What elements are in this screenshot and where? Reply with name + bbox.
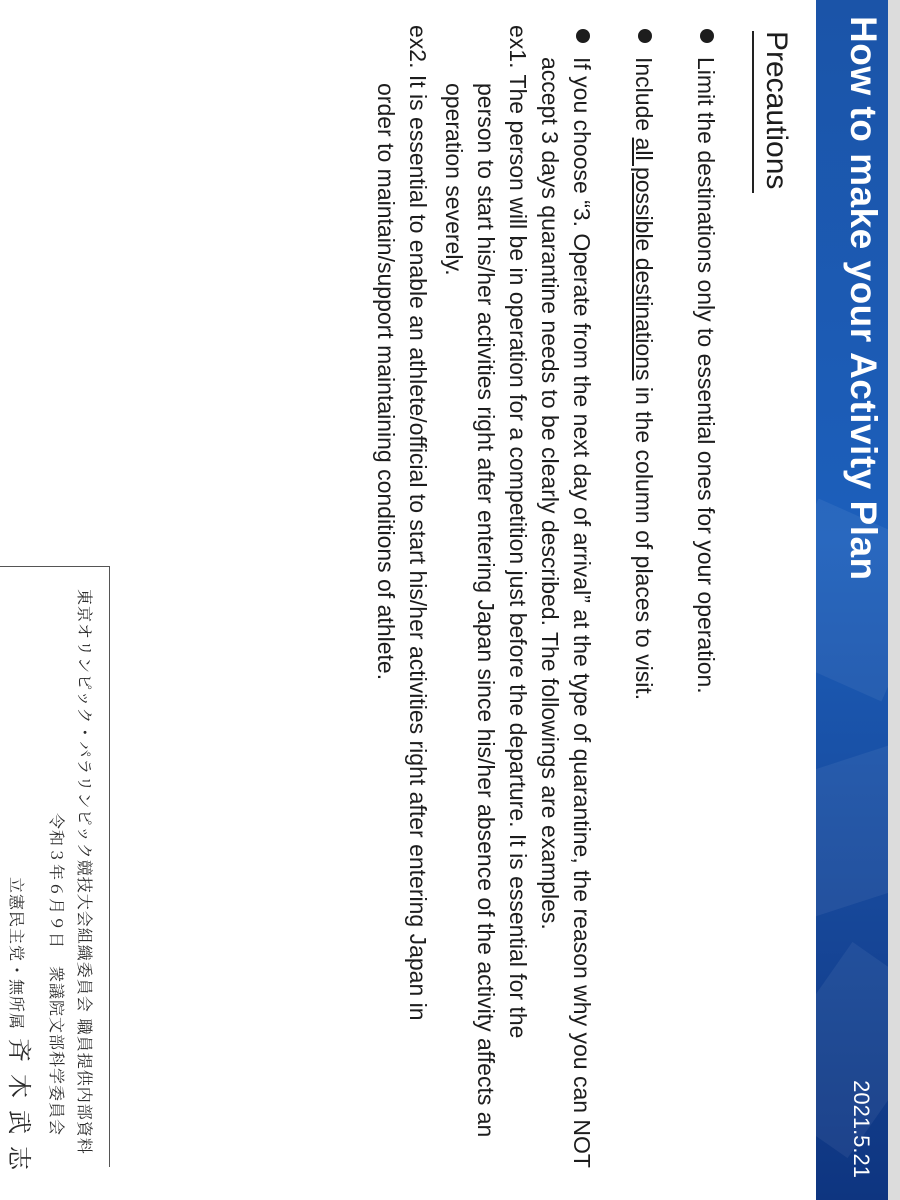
provenance-stamp [0,566,110,1183]
bullet-item [534,25,598,1185]
bullet-dot-icon [700,29,714,43]
bullet-dot-icon [638,29,652,43]
example-text: The person will be in operation for a competition just before the departure. It is essential for the [505,74,531,1039]
stamp-line-3 [4,877,39,1182]
section-heading: Precautions [752,31,792,193]
stamp-line-1: 東京オリンピック・パラリンピック競技大会組織委員会 職員提供内部資料 [75,589,94,1155]
stamp-name: 斉木武志 [5,1038,33,1183]
bullet-dot-icon [576,29,590,43]
content-body [366,25,792,1185]
bullet-text: Include [631,57,657,138]
document-date: 2021.5.21 [849,1080,874,1178]
example-2 [370,25,434,1185]
bullet-text: in the column of places to visit. [631,380,657,701]
bullet-item [628,25,660,1185]
page-edge [888,0,900,1200]
example-text: It is essential to enable an athlete/official to start his/her activities right after entering Japan in [405,74,431,1021]
bullet-text: If you choose “3. Operate from the next day of arrival” at the type of quarantine, the reason why you can NOT accept 3 days quarantine needs to be clearly described. The followings are examples. [537,57,595,1168]
page-title: How to make your Activity Plan [843,16,884,581]
underlined-text: all possible destinations [631,137,657,381]
bullet-item [690,25,722,1185]
example-label: ex1. [505,25,531,69]
bullet-text: Limit the destinations only to essential ones for your operation. [693,57,719,694]
example-continuation: person to start his/her activities right after entering Japan since his/her absence of the activity affects an operation severely. [441,83,499,1138]
example-label: ex2. [405,25,431,69]
stamp-party: 立憲民主党・無所属 [7,877,26,1031]
stamp-line-2: 令和３年６月９日 衆議院文部科学委員会 [47,813,66,1137]
example-1 [438,25,534,1185]
example-continuation: order to maintain/support maintaining conditions of athlete. [373,83,399,681]
